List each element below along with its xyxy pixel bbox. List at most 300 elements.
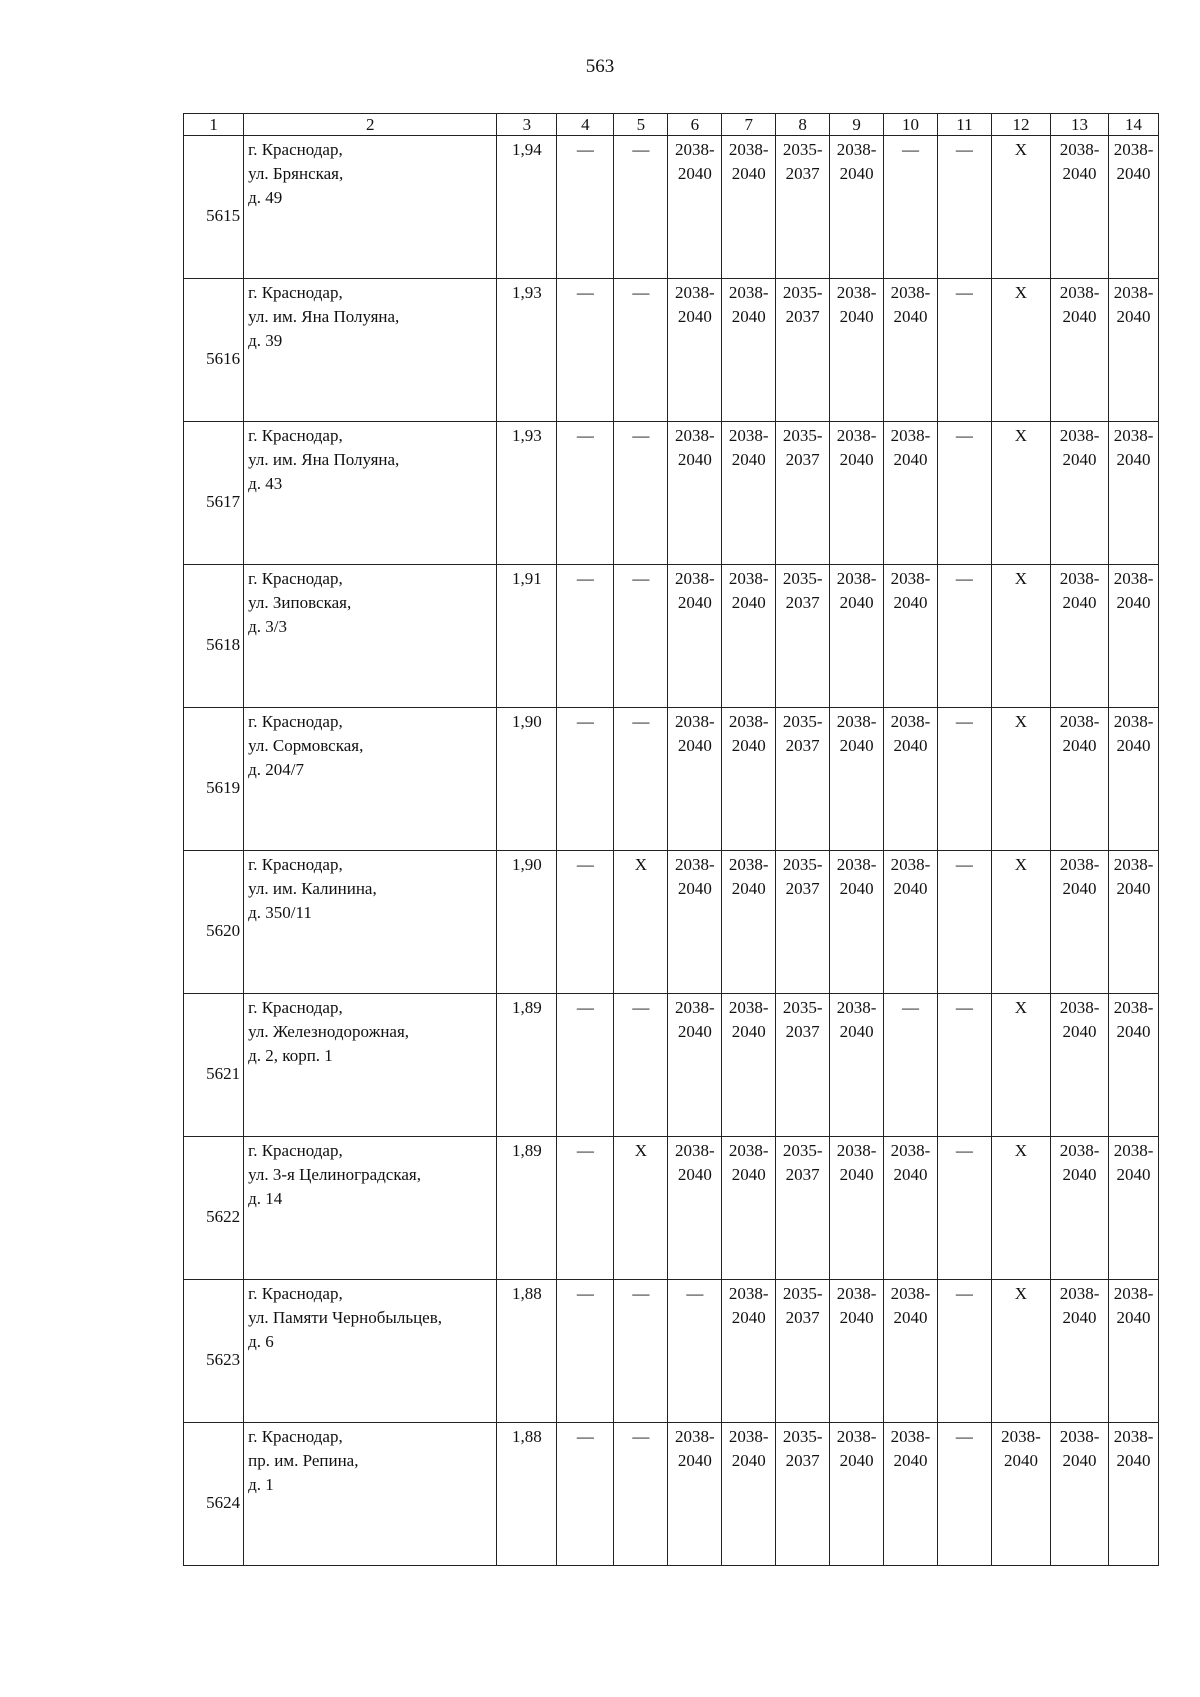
column-header: 11 xyxy=(937,114,991,136)
address-line: г. Краснодар, xyxy=(248,998,343,1017)
cell-value: 2038- xyxy=(728,712,769,731)
cell-value: 2038- xyxy=(836,140,877,159)
cell-value: 2038- xyxy=(1059,569,1100,588)
cell-value: 2040 xyxy=(1116,593,1151,612)
cell-value: — xyxy=(632,426,650,445)
column-header: 2 xyxy=(244,114,497,136)
period-cell xyxy=(557,851,614,994)
cell-value: 2040 xyxy=(893,450,928,469)
period-cell xyxy=(1051,851,1109,994)
cell-value: 2038- xyxy=(1113,998,1154,1017)
cell-value: — xyxy=(632,1284,650,1303)
period-cell xyxy=(722,565,776,708)
cell-value: 2040 xyxy=(1062,1165,1097,1184)
period-cell xyxy=(1109,994,1159,1137)
cell-value: 2038- xyxy=(836,712,877,731)
period-cell xyxy=(668,1280,722,1423)
cell-value: 2038- xyxy=(674,1427,715,1446)
period-cell xyxy=(776,1423,830,1566)
cell-value: 2040 xyxy=(677,1451,712,1470)
period-cell xyxy=(937,279,991,422)
period-cell xyxy=(776,422,830,565)
area-value: 1,90 xyxy=(497,851,557,994)
period-cell xyxy=(557,136,614,279)
cell-value: — xyxy=(902,998,919,1017)
column-header: 9 xyxy=(830,114,884,136)
cell-value: 2038- xyxy=(836,1427,877,1446)
address-line: ул. Сормовская, xyxy=(248,736,364,755)
cell-value: 2040 xyxy=(839,307,874,326)
period-cell xyxy=(1051,565,1109,708)
period-cell xyxy=(776,136,830,279)
cell-value: 2040 xyxy=(893,1165,928,1184)
cell-value: 2038- xyxy=(674,1141,715,1160)
cell-value: — xyxy=(955,998,973,1017)
cell-value: 2040 xyxy=(731,450,766,469)
cell-value: 2040 xyxy=(1003,1451,1038,1470)
cell-value: 2040 xyxy=(677,736,712,755)
period-cell xyxy=(1051,1423,1109,1566)
column-header: 10 xyxy=(884,114,938,136)
address-line: д. 6 xyxy=(248,1332,274,1351)
period-cell xyxy=(614,1280,668,1423)
period-cell xyxy=(1109,279,1159,422)
period-cell xyxy=(776,1137,830,1280)
table-row xyxy=(184,279,1159,422)
cell-value: 2038- xyxy=(836,998,877,1017)
address-cell xyxy=(244,422,497,565)
period-cell xyxy=(884,1423,938,1566)
period-cell xyxy=(722,1423,776,1566)
cell-value: 2040 xyxy=(839,1308,874,1327)
cell-value: 2040 xyxy=(1062,736,1097,755)
period-cell xyxy=(1051,279,1109,422)
cell-value: 2038- xyxy=(1113,712,1154,731)
cell-value: 2038- xyxy=(728,426,769,445)
table-row xyxy=(184,136,1159,279)
period-cell xyxy=(1109,1137,1159,1280)
period-cell xyxy=(830,1137,884,1280)
period-cell xyxy=(884,851,938,994)
cell-value: 2040 xyxy=(731,307,766,326)
cell-value: 2040 xyxy=(731,1165,766,1184)
address-line: ул. Зиповская, xyxy=(248,593,352,612)
period-cell xyxy=(614,1423,668,1566)
cell-value: 2040 xyxy=(677,1165,712,1184)
period-cell xyxy=(668,136,722,279)
address-line: д. 3/3 xyxy=(248,617,288,636)
cell-value: 2038- xyxy=(674,855,715,874)
period-cell xyxy=(1109,851,1159,994)
cell-value: 2035- xyxy=(782,569,823,588)
cell-value: 2038- xyxy=(674,712,715,731)
period-cell xyxy=(830,851,884,994)
cell-value: — xyxy=(955,283,973,302)
cell-value: 2038- xyxy=(674,426,715,445)
period-cell xyxy=(937,422,991,565)
cell-value: 2040 xyxy=(893,593,928,612)
cell-value: 2040 xyxy=(1116,1308,1151,1327)
cell-value: 2035- xyxy=(782,998,823,1017)
cell-value: 2040 xyxy=(677,307,712,326)
period-cell xyxy=(1051,1137,1109,1280)
table-row xyxy=(184,708,1159,851)
cell-value: 2038- xyxy=(836,1141,877,1160)
cell-value: 2040 xyxy=(1116,1451,1151,1470)
cell-value: — xyxy=(576,998,594,1017)
period-cell xyxy=(776,1280,830,1423)
cell-value: — xyxy=(576,283,594,302)
cell-value: 2038- xyxy=(1001,1427,1041,1446)
period-cell xyxy=(776,851,830,994)
cell-value: 2038- xyxy=(890,712,931,731)
cell-value: 2038- xyxy=(674,283,715,302)
address-line: ул. Железнодорожная, xyxy=(248,1022,410,1041)
area-value: 1,93 xyxy=(497,422,557,565)
cell-value: 2038- xyxy=(1113,855,1154,874)
cell-value: 2038- xyxy=(836,283,877,302)
cell-value: — xyxy=(955,1284,973,1303)
address-cell xyxy=(244,1423,497,1566)
period-cell xyxy=(722,422,776,565)
table-row xyxy=(184,1423,1159,1566)
row-number: 5620 xyxy=(184,851,244,994)
period-cell xyxy=(1051,994,1109,1137)
period-cell xyxy=(668,994,722,1137)
cell-value: 2040 xyxy=(1062,593,1097,612)
cell-value: 2038- xyxy=(1059,283,1100,302)
period-cell xyxy=(830,1423,884,1566)
address-line: д. 1 xyxy=(248,1475,274,1494)
period-cell xyxy=(776,279,830,422)
cell-value: 2040 xyxy=(893,879,928,898)
address-line: д. 204/7 xyxy=(248,760,305,779)
area-value: 1,89 xyxy=(497,1137,557,1280)
cell-value: 2040 xyxy=(731,736,766,755)
period-cell xyxy=(614,1137,668,1280)
cell-value: 2035- xyxy=(782,140,823,159)
address-cell xyxy=(244,1280,497,1423)
column-header: 8 xyxy=(776,114,830,136)
cell-value: 2037 xyxy=(785,307,820,326)
cell-value: 2040 xyxy=(731,1308,766,1327)
period-cell xyxy=(830,565,884,708)
cell-value: 2038- xyxy=(836,855,877,874)
cell-value: — xyxy=(632,998,650,1017)
cell-value: 2038- xyxy=(1113,140,1154,159)
cell-value: 2037 xyxy=(785,1451,820,1470)
cell-value: — xyxy=(955,426,973,445)
cell-value: Х xyxy=(1014,283,1028,302)
period-cell xyxy=(557,1137,614,1280)
period-cell xyxy=(668,1137,722,1280)
address-line: ул. Брянская, xyxy=(248,164,344,183)
row-number: 5615 xyxy=(184,136,244,279)
area-value: 1,88 xyxy=(497,1423,557,1566)
address-line: г. Краснодар, xyxy=(248,283,343,302)
period-cell xyxy=(991,851,1050,994)
period-cell xyxy=(991,136,1050,279)
cell-value: 2035- xyxy=(782,426,823,445)
period-cell xyxy=(937,1423,991,1566)
period-cell xyxy=(614,708,668,851)
cell-value: 2038- xyxy=(836,426,877,445)
period-cell xyxy=(830,422,884,565)
cell-value: — xyxy=(576,712,594,731)
cell-value: 2040 xyxy=(1062,164,1097,183)
address-line: д. 350/11 xyxy=(248,903,312,922)
cell-value: 2038- xyxy=(890,569,931,588)
area-value: 1,88 xyxy=(497,1280,557,1423)
period-cell xyxy=(884,1137,938,1280)
cell-value: 2038- xyxy=(728,1427,769,1446)
column-header: 7 xyxy=(722,114,776,136)
cell-value: Х xyxy=(1014,1284,1028,1303)
cell-value: 2038- xyxy=(728,1284,769,1303)
cell-value: 2040 xyxy=(893,1451,928,1470)
address-cell xyxy=(244,136,497,279)
cell-value: 2040 xyxy=(731,1022,766,1041)
cell-value: 2038- xyxy=(1059,1427,1100,1446)
period-cell xyxy=(830,994,884,1137)
period-cell xyxy=(614,851,668,994)
area-value: 1,93 xyxy=(497,279,557,422)
row-number: 5621 xyxy=(184,994,244,1137)
table-row xyxy=(184,565,1159,708)
row-number: 5616 xyxy=(184,279,244,422)
cell-value: 2038- xyxy=(836,1284,877,1303)
period-cell xyxy=(884,136,938,279)
period-cell xyxy=(991,279,1050,422)
period-cell xyxy=(1051,1280,1109,1423)
period-cell xyxy=(1109,1423,1159,1566)
cell-value: — xyxy=(632,569,650,588)
cell-value: 2040 xyxy=(677,593,712,612)
period-cell xyxy=(937,136,991,279)
period-cell xyxy=(722,279,776,422)
address-line: ул. им. Калинина, xyxy=(248,879,377,898)
address-line: д. 49 xyxy=(248,188,283,207)
cell-value: Х xyxy=(634,1141,648,1160)
cell-value: — xyxy=(632,1427,650,1446)
cell-value: 2040 xyxy=(1062,1308,1097,1327)
address-line: г. Краснодар, xyxy=(248,712,343,731)
period-cell xyxy=(884,565,938,708)
cell-value: 2038- xyxy=(1059,1141,1100,1160)
cell-value: 2040 xyxy=(677,450,712,469)
cell-value: 2038- xyxy=(1059,426,1100,445)
cell-value: 2038- xyxy=(728,998,769,1017)
period-cell xyxy=(722,1280,776,1423)
table-row xyxy=(184,1137,1159,1280)
period-cell xyxy=(1109,136,1159,279)
address-line: ул. им. Яна Полуяна, xyxy=(248,307,400,326)
address-line: г. Краснодар, xyxy=(248,426,343,445)
cell-value: 2040 xyxy=(1116,879,1151,898)
period-cell xyxy=(557,994,614,1137)
address-line: г. Краснодар, xyxy=(248,569,343,588)
period-cell xyxy=(668,565,722,708)
column-header: 4 xyxy=(557,114,614,136)
cell-value: — xyxy=(632,140,650,159)
cell-value: 2040 xyxy=(839,164,874,183)
address-line: ул. 3-я Целиноградская, xyxy=(248,1165,421,1184)
cell-value: 2038- xyxy=(1113,1141,1154,1160)
cell-value: 2037 xyxy=(785,736,820,755)
period-cell xyxy=(557,422,614,565)
cell-value: 2038- xyxy=(728,569,769,588)
period-cell xyxy=(614,565,668,708)
cell-value: 2040 xyxy=(1116,450,1151,469)
address-line: г. Краснодар, xyxy=(248,855,343,874)
cell-value: — xyxy=(576,426,594,445)
row-number: 5623 xyxy=(184,1280,244,1423)
row-number: 5617 xyxy=(184,422,244,565)
cell-value: 2038- xyxy=(674,569,715,588)
address-cell xyxy=(244,708,497,851)
cell-value: 2040 xyxy=(731,879,766,898)
period-cell xyxy=(991,1137,1050,1280)
period-cell xyxy=(557,279,614,422)
cell-value: 2038- xyxy=(1059,855,1100,874)
cell-value: 2038- xyxy=(890,1141,931,1160)
period-cell xyxy=(776,994,830,1137)
cell-value: 2040 xyxy=(839,450,874,469)
address-cell xyxy=(244,994,497,1137)
period-cell xyxy=(1109,565,1159,708)
period-cell xyxy=(884,1280,938,1423)
period-cell xyxy=(722,1137,776,1280)
cell-value: 2037 xyxy=(785,164,820,183)
cell-value: 2040 xyxy=(1062,1022,1097,1041)
column-header: 13 xyxy=(1051,114,1109,136)
period-cell xyxy=(722,136,776,279)
address-cell xyxy=(244,565,497,708)
period-cell xyxy=(830,1280,884,1423)
cell-value: 2038- xyxy=(1113,426,1154,445)
cell-value: — xyxy=(955,1141,973,1160)
table-row xyxy=(184,851,1159,994)
period-cell xyxy=(830,708,884,851)
period-cell xyxy=(1051,708,1109,851)
period-cell xyxy=(937,708,991,851)
cell-value: 2040 xyxy=(1116,307,1151,326)
cell-value: — xyxy=(632,712,650,731)
cell-value: — xyxy=(955,569,973,588)
address-line: д. 14 xyxy=(248,1189,283,1208)
cell-value: 2038- xyxy=(890,855,931,874)
table-body xyxy=(184,136,1159,1566)
period-cell xyxy=(668,1423,722,1566)
period-cell xyxy=(557,708,614,851)
cell-value: Х xyxy=(1014,426,1028,445)
cell-value: — xyxy=(902,140,919,159)
period-cell xyxy=(830,279,884,422)
cell-value: — xyxy=(955,140,973,159)
period-cell xyxy=(668,279,722,422)
cell-value: Х xyxy=(1014,1141,1028,1160)
cell-value: — xyxy=(955,855,973,874)
period-cell xyxy=(557,565,614,708)
period-cell xyxy=(830,136,884,279)
cell-value: 2040 xyxy=(1062,450,1097,469)
cell-value: 2038- xyxy=(1059,998,1100,1017)
column-header: 1 xyxy=(184,114,244,136)
cell-value: 2038- xyxy=(836,569,877,588)
cell-value: 2040 xyxy=(1116,1165,1151,1184)
period-cell xyxy=(884,279,938,422)
table-row xyxy=(184,1280,1159,1423)
cell-value: 2040 xyxy=(1062,879,1097,898)
column-header: 12 xyxy=(991,114,1050,136)
cell-value: 2035- xyxy=(782,283,823,302)
cell-value: 2035- xyxy=(782,855,823,874)
header-row xyxy=(184,114,1159,136)
address-line: ул. Памяти Чернобыльцев, xyxy=(248,1308,442,1327)
cell-value: — xyxy=(576,855,594,874)
cell-value: 2040 xyxy=(893,736,928,755)
column-header: 3 xyxy=(497,114,557,136)
period-cell xyxy=(937,565,991,708)
cell-value: 2035- xyxy=(782,1141,823,1160)
cell-value: 2037 xyxy=(785,1022,820,1041)
cell-value: 2040 xyxy=(893,1308,928,1327)
period-cell xyxy=(776,565,830,708)
period-cell xyxy=(991,708,1050,851)
cell-value: 2038- xyxy=(728,140,769,159)
cell-value: 2038- xyxy=(1113,283,1154,302)
period-cell xyxy=(884,994,938,1137)
period-cell xyxy=(614,279,668,422)
period-cell xyxy=(884,708,938,851)
address-line: пр. им. Репина, xyxy=(248,1451,359,1470)
address-line: д. 2, корп. 1 xyxy=(248,1046,333,1065)
period-cell xyxy=(991,1423,1050,1566)
period-cell xyxy=(937,994,991,1137)
period-cell xyxy=(722,851,776,994)
cell-value: 2040 xyxy=(839,879,874,898)
cell-value: 2040 xyxy=(731,1451,766,1470)
cell-value: 2040 xyxy=(1062,1451,1097,1470)
cell-value: 2040 xyxy=(677,164,712,183)
period-cell xyxy=(1051,136,1109,279)
row-number: 5618 xyxy=(184,565,244,708)
period-cell xyxy=(1109,1280,1159,1423)
period-cell xyxy=(557,1280,614,1423)
table-row xyxy=(184,994,1159,1137)
period-cell xyxy=(1051,422,1109,565)
period-cell xyxy=(884,422,938,565)
address-line: г. Краснодар, xyxy=(248,1141,343,1160)
cell-value: 2040 xyxy=(839,593,874,612)
cell-value: Х xyxy=(1014,855,1028,874)
period-cell xyxy=(614,422,668,565)
cell-value: Х xyxy=(634,855,648,874)
cell-value: — xyxy=(576,140,594,159)
cell-value: 2040 xyxy=(839,1022,874,1041)
period-cell xyxy=(991,422,1050,565)
cell-value: — xyxy=(576,1284,594,1303)
register-table xyxy=(183,113,1159,1566)
period-cell xyxy=(937,851,991,994)
cell-value: 2040 xyxy=(1116,164,1151,183)
period-cell xyxy=(614,994,668,1137)
cell-value: 2040 xyxy=(839,1165,874,1184)
period-cell xyxy=(991,994,1050,1137)
cell-value: 2037 xyxy=(785,1165,820,1184)
cell-value: 2038- xyxy=(1059,712,1100,731)
cell-value: — xyxy=(955,1427,973,1446)
